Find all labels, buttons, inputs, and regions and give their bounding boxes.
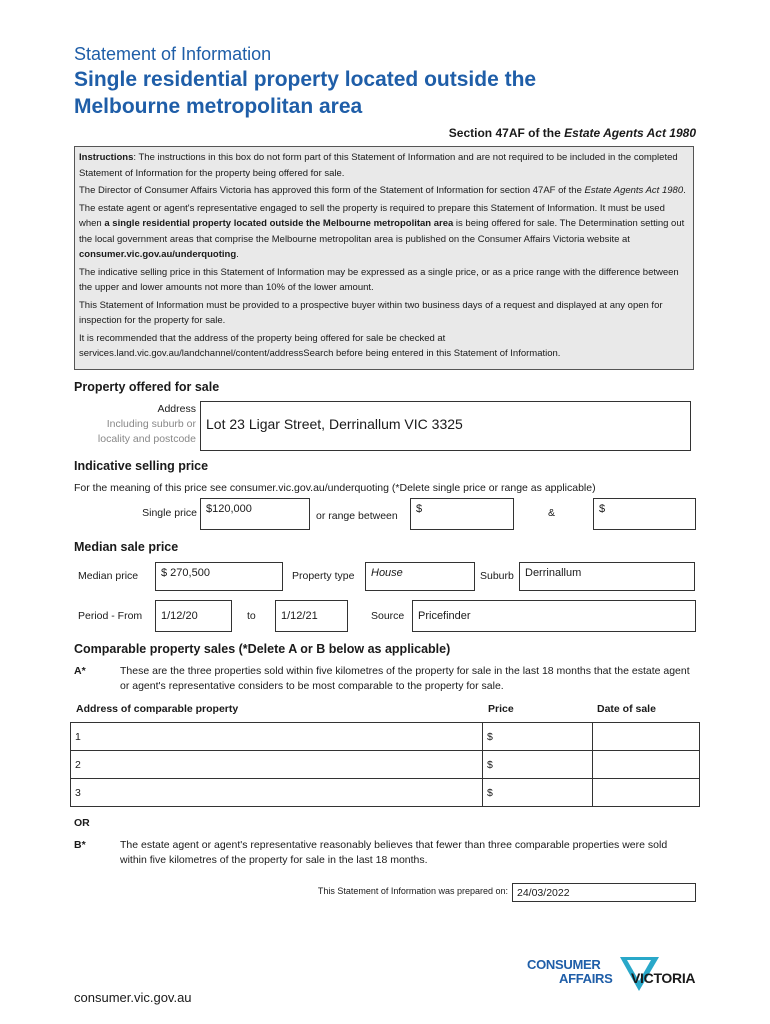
footer-url: consumer.vic.gov.au (74, 990, 192, 1005)
property-type-label: Property type (292, 570, 355, 582)
comparable-address-cell[interactable]: 3 (71, 779, 483, 807)
instructions-p3: The estate agent or agent's representative engaged to sell the property is required to prepare this Statement of Information. It must be used when a single residential property located outside the Melbourne metropolitan area is being offered for sale. The Determination setting out the local government areas that comprise the Melbourne metropolitan area is published on the Consumer Affairs Victoria website at consumer.vic.gov.au/underquoting. (79, 202, 685, 260)
range-label: or range between (316, 510, 398, 522)
instructions-box (74, 146, 694, 370)
instructions-p4: The indicative selling price in this Statement of Information may be expressed as a single price, or as a price range with the difference between the upper and lower amounts not more than 10% of the lower amount. (79, 266, 679, 293)
col-address-header: Address of comparable property (76, 703, 239, 715)
instructions-p5: This Statement of Information must be provided to a prospective buyer within two business days of a request and displayed at any open for inspection for the property for sale. (79, 299, 663, 326)
comparable-price-cell[interactable]: $ (483, 751, 593, 779)
title-line-1: Single residential property located outside the (74, 68, 537, 91)
period-from-label: Period - From (78, 610, 143, 622)
comparable-heading: Comparable property sales (*Delete A or B below as applicable) (74, 642, 451, 656)
instructions-p1: Instructions: The instructions in this box do not form part of this Statement of Information and are not required to be included in the completed Statement of Information for the property being offered for sale. (79, 152, 678, 179)
suburb-label: Suburb (480, 570, 514, 582)
title-line-2: Melbourne metropolitan area (74, 95, 363, 118)
instructions-p2: The Director of Consumer Affairs Victoria has approved this form of the Statement of Information for section 47AF of the Estate Agents Act 1980. (79, 185, 686, 196)
range-ampersand: & (548, 507, 556, 519)
price-note: For the meaning of this price see consumer.vic.gov.au/underquoting (*Delete single price or range as applicable) (74, 482, 596, 494)
property-type-field[interactable]: House (365, 562, 475, 591)
form-kicker: Statement of Information (74, 44, 272, 64)
source-field[interactable]: Pricefinder (412, 600, 696, 632)
median-heading: Median sale price (74, 540, 179, 554)
address-label: Address (157, 403, 196, 415)
period-from-field[interactable]: 1/12/20 (155, 600, 232, 632)
comparable-date-cell[interactable] (593, 779, 700, 807)
address-label-group (74, 402, 196, 447)
or-label: OR (74, 817, 90, 829)
source-label: Source (371, 610, 405, 622)
comparable-price-cell[interactable]: $ (483, 779, 593, 807)
comparable-price-cell[interactable]: $ (483, 723, 593, 751)
comparable-table (70, 722, 700, 807)
logo-line-1: CONSUMER (527, 957, 601, 972)
option-a-label: A* (74, 665, 86, 677)
option-b-text: The estate agent or agent's representative reasonably believes that fewer than three comparable properties were sold within five kilometres of the property for sale in the last 18 months. (120, 839, 668, 866)
comparable-date-cell[interactable] (593, 751, 700, 779)
range-high-field[interactable]: $ (593, 498, 696, 530)
median-price-label: Median price (78, 570, 139, 582)
section-reference: Section 47AF of the Estate Agents Act 1980 (448, 126, 696, 140)
instructions-p6: It is recommended that the address of the property being offered for sale be checked at services.land.vic.gov.au/landchannel/content/addressSearch before being entered in this Statement of Information. (79, 332, 561, 359)
logo-victoria-word: VICTORIA (631, 970, 696, 986)
median-price-field[interactable]: $ 270,500 (155, 562, 283, 591)
col-date-header: Date of sale (597, 703, 656, 715)
price-heading: Indicative selling price (74, 459, 209, 473)
table-row (71, 779, 700, 807)
comparable-date-cell[interactable] (593, 723, 700, 751)
range-low-field[interactable]: $ (410, 498, 514, 530)
page-title (74, 66, 634, 120)
single-price-field[interactable]: $120,000 (200, 498, 310, 530)
prepared-on-field[interactable]: 24/03/2022 (512, 883, 696, 902)
period-to-field[interactable]: 1/12/21 (275, 600, 348, 632)
comparable-address-cell[interactable]: 2 (71, 751, 483, 779)
period-to-label: to (247, 610, 256, 622)
table-row (71, 751, 700, 779)
option-a-text: These are the three properties sold within five kilometres of the property for sale in the last 18 months that the estate agent or agent's representative considers to be most comparable to the property for sale. (120, 665, 690, 692)
address-sublabel-1: Including suburb or (106, 418, 196, 430)
consumer-affairs-victoria-logo (527, 955, 702, 995)
suburb-field[interactable]: Derrinallum (519, 562, 695, 591)
address-sublabel-2: locality and postcode (97, 433, 196, 445)
prepared-on-label: This Statement of Information was prepared on: (317, 886, 508, 896)
option-b-label: B* (74, 839, 86, 851)
col-price-header: Price (488, 703, 514, 715)
table-row (71, 723, 700, 751)
address-field[interactable]: Lot 23 Ligar Street, Derrinallum VIC 3325 (200, 401, 691, 451)
single-price-label: Single price (142, 507, 197, 519)
comparable-address-cell[interactable]: 1 (71, 723, 483, 751)
logo-line-2: AFFAIRS (559, 971, 613, 986)
property-heading: Property offered for sale (74, 380, 220, 394)
